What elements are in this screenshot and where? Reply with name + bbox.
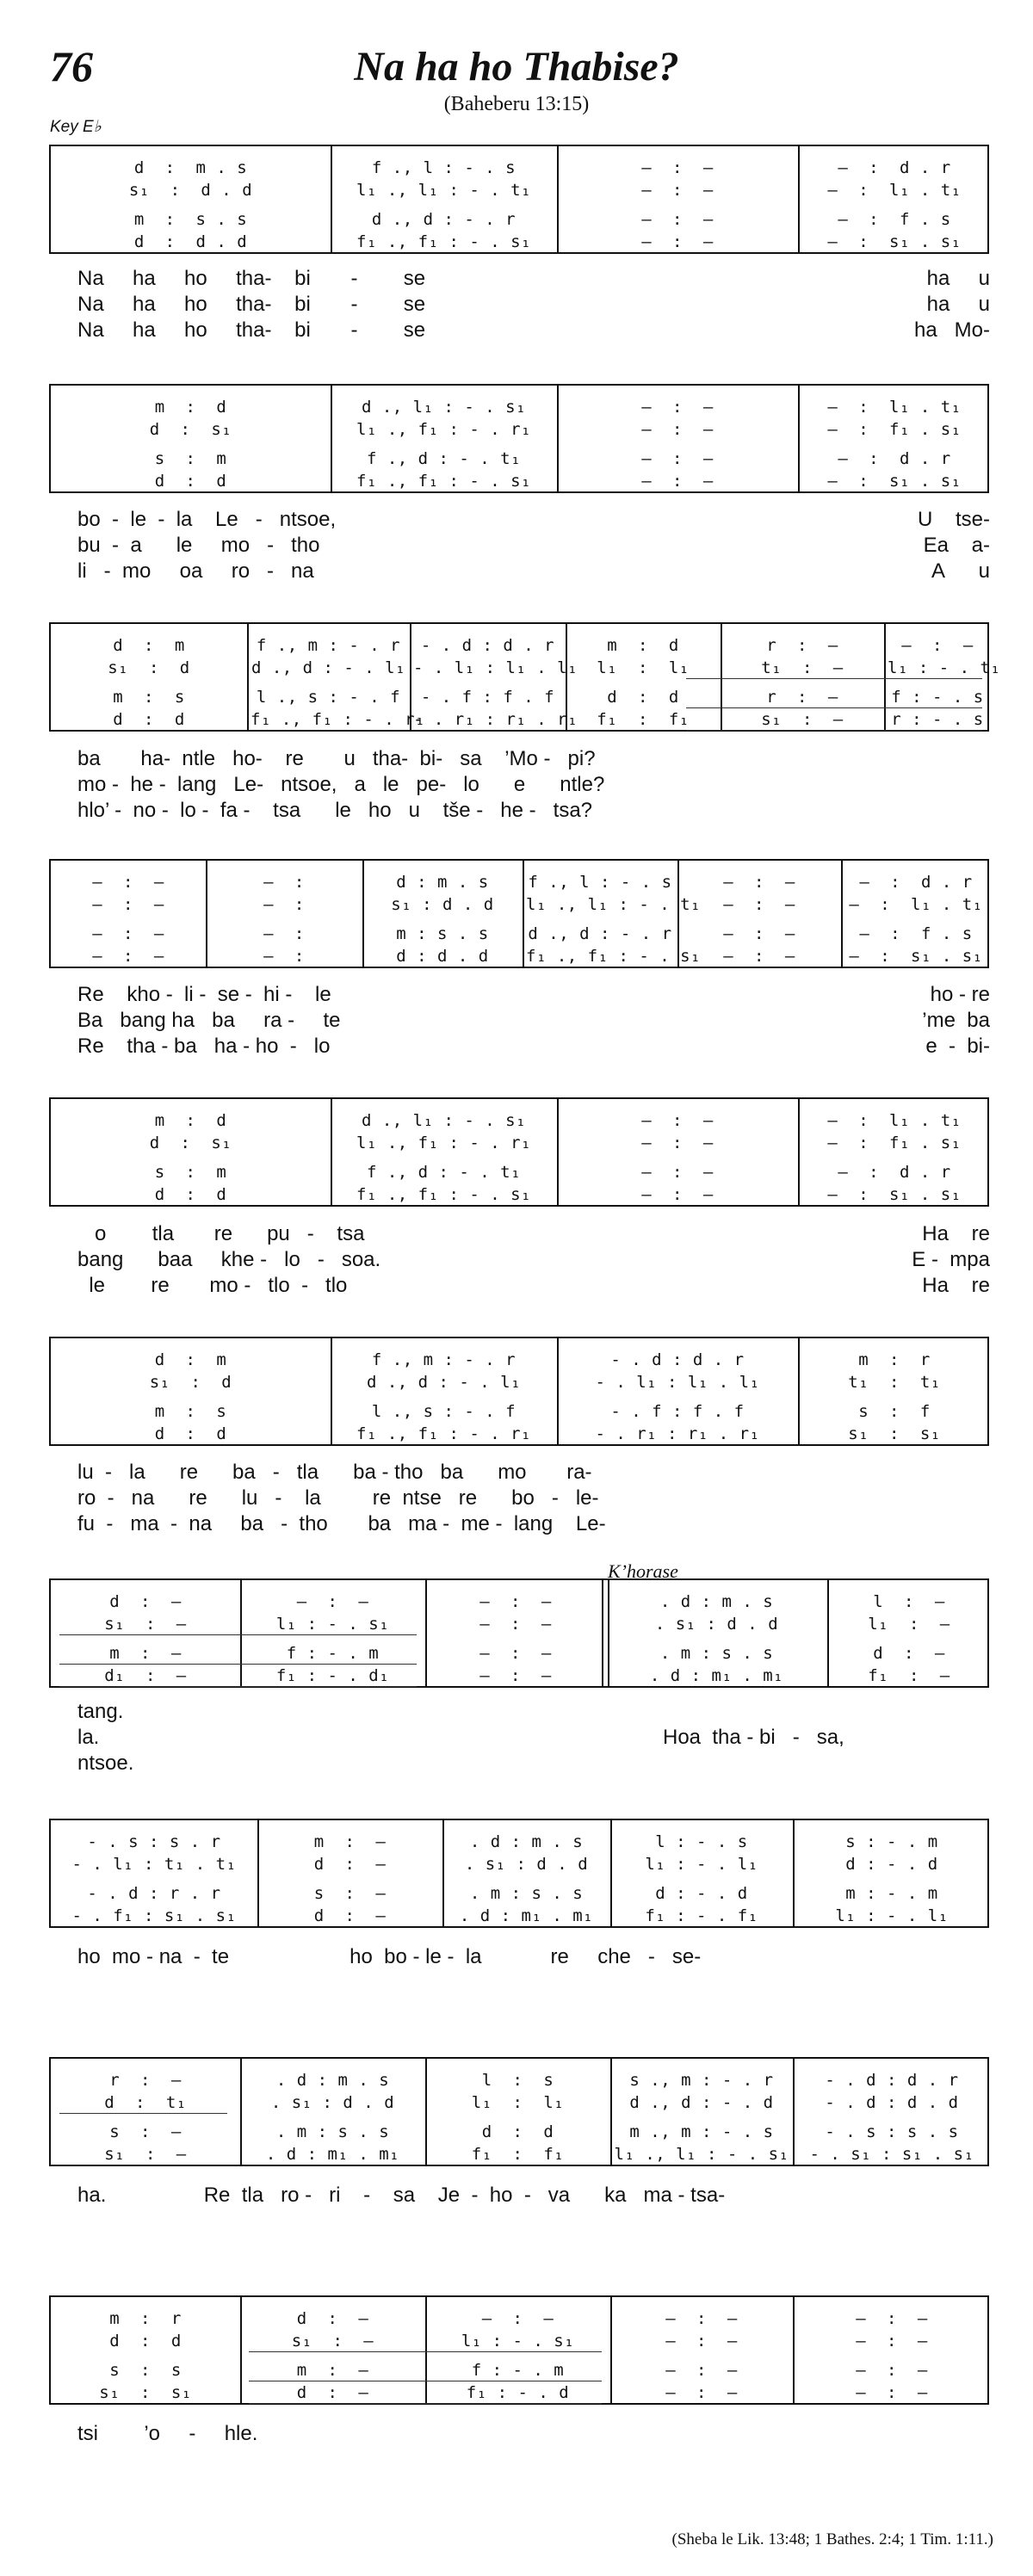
tie-line	[59, 1664, 417, 1665]
double-barline	[602, 1580, 609, 1686]
solfa-cell: d ., l₁ : - . s₁	[361, 1111, 527, 1130]
lyric-line: hlo’ - no - lo - fa - tsa le ho u tše - he - tsa?	[77, 799, 593, 822]
barline	[793, 1820, 795, 1926]
tie-line	[59, 1634, 417, 1635]
solfa-cell: l₁ : - . l₁	[835, 1906, 949, 1925]
lyric-line: le re mo - tlo - tlo	[77, 1274, 348, 1297]
solfa-cell: d : —	[296, 2383, 369, 2402]
lyric-line: tang.	[77, 1700, 124, 1723]
solfa-cell: — : —	[856, 2309, 928, 2328]
solfa-cell: . d : m₁ . m₁	[265, 2145, 400, 2164]
barline	[884, 624, 886, 730]
lyric-line: ba ha- ntle ho- re u tha- bi- sa ’Mo - pi?	[77, 747, 596, 770]
solfa-cell: — :	[263, 873, 305, 892]
solfa-cell: d : m	[154, 1350, 227, 1369]
barline	[557, 1099, 559, 1205]
lyric-line-end: Ha re	[922, 1274, 990, 1297]
barline	[240, 2297, 242, 2403]
solfa-cell: - . d : d . r	[825, 2071, 959, 2090]
solfa-cell: r : —	[766, 688, 838, 707]
music-system	[49, 622, 1001, 732]
solfa-cell: l₁ ., f₁ : - . r₁	[356, 1134, 531, 1152]
solfa-cell: l₁ ., l₁ : - . t₁	[356, 181, 531, 200]
solfa-cell: l₁ ., f₁ : - . r₁	[356, 420, 531, 439]
lyric-line-end: ha u	[926, 267, 990, 290]
solfa-cell: — : —	[641, 449, 714, 468]
solfa-cell: d : d	[109, 2332, 182, 2351]
solfa-cell: — : —	[479, 1666, 552, 1685]
solfa-cell: - . r₁ : r₁ . r₁	[595, 1424, 760, 1443]
lyric-line-end: Ha re	[922, 1222, 990, 1245]
lyric-line-end: U tse-	[917, 508, 990, 531]
solfa-cell: s ., m : - . r	[629, 2071, 774, 2090]
solfa-cell: s₁ : —	[104, 2145, 187, 2164]
solfa-cell: f₁ ., f₁ : - . s₁	[526, 947, 701, 966]
solfa-cell: d : m . s	[133, 158, 248, 177]
solfa-cell: l₁ ., l₁ : - . t₁	[526, 895, 701, 914]
chorus-label: K’horase	[608, 1560, 678, 1582]
solfa-cell: d : m . s	[396, 873, 489, 892]
barline	[798, 1099, 800, 1205]
solfa-cell: — : —	[641, 1111, 714, 1130]
solfa-cell: d : - . d	[845, 1855, 938, 1874]
barline	[557, 1338, 559, 1444]
solfa-cell: . d : m . s	[469, 1832, 584, 1851]
tie-line	[686, 678, 982, 679]
lyric-line: ro - na re lu - la re ntse re bo - le-	[77, 1486, 599, 1510]
lyric-line: tsi ’o - hle.	[77, 2422, 258, 2445]
solfa-cell: — : —	[856, 2383, 928, 2402]
solfa-cell: f : - . m	[286, 1644, 380, 1663]
solfa-cell: - . l₁ : l₁ . l₁	[413, 658, 578, 677]
solfa-cell: l : - . s	[655, 1832, 748, 1851]
solfa-cell: f₁ : - . d₁	[275, 1666, 390, 1685]
solfa-cell: m : s . s	[133, 210, 248, 229]
solfa-cell: d : d	[154, 1424, 227, 1443]
solfa-cell: m : —	[313, 1832, 387, 1851]
solfa-cell: d : —	[109, 1592, 182, 1611]
solfa-cell: s₁ : s₁	[848, 1424, 941, 1443]
lyric-line: Na ha ho tha- bi - se	[77, 293, 426, 316]
solfa-cell: — : l₁ . t₁	[827, 1111, 962, 1130]
barline	[841, 861, 843, 967]
solfa-cell: — : —	[901, 636, 974, 655]
solfa-cell: s : m	[154, 449, 227, 468]
solfa-cell: d ., d : - . l₁	[366, 1373, 522, 1392]
solfa-cell: l₁ : l₁	[597, 658, 690, 677]
barline	[331, 1338, 332, 1444]
barline	[793, 2059, 795, 2165]
solfa-cell: — : s₁ . s₁	[849, 947, 983, 966]
solfa-cell: — : f . s	[859, 924, 973, 943]
solfa-cell: d : —	[313, 1906, 387, 1925]
lyric-line-end: ha u	[926, 293, 990, 316]
solfa-cell: l : —	[873, 1592, 945, 1611]
barline	[557, 146, 559, 252]
solfa-cell: — : l₁ . t₁	[827, 398, 962, 417]
barline	[610, 2059, 612, 2165]
lyric-line-end: E - mpa	[912, 1248, 990, 1271]
solfa-cell: — : —	[723, 924, 795, 943]
barline	[793, 2297, 795, 2403]
solfa-cell: d : m	[113, 636, 185, 655]
lyric-line-end: ’me ba	[922, 1009, 990, 1032]
barline	[331, 1099, 332, 1205]
solfa-cell: m : d	[154, 398, 227, 417]
solfa-cell: — : —	[92, 947, 164, 966]
solfa-cell: — : —	[479, 1644, 552, 1663]
solfa-cell: f ., m : - . r	[371, 1350, 516, 1369]
solfa-cell: — : —	[723, 873, 795, 892]
solfa-cell: - . f₁ : s₁ . s₁	[71, 1906, 237, 1925]
solfa-cell: l ., s : - . f	[371, 1402, 516, 1421]
solfa-cell: d : d	[607, 688, 679, 707]
lyric-line: bang baa khe - lo - soa.	[77, 1248, 381, 1271]
solfa-cell: s₁ : —	[104, 1615, 187, 1634]
solfa-cell: f ., d : - . t₁	[366, 1163, 522, 1182]
barline	[206, 861, 207, 967]
solfa-cell: — : d . r	[838, 449, 951, 468]
lyric-line-end: e - bi-	[925, 1035, 990, 1058]
barline	[240, 1580, 242, 1686]
barline	[425, 2297, 427, 2403]
solfa-cell: — :	[263, 895, 305, 914]
solfa-cell: s₁ : —	[761, 710, 844, 729]
solfa-cell: — : —	[479, 1592, 552, 1611]
solfa-cell: - . d : r . r	[87, 1884, 221, 1903]
lyric-line: Re kho - li - se - hi - le	[77, 983, 331, 1006]
solfa-cell: d : s₁	[149, 420, 232, 439]
solfa-cell: — : —	[665, 2361, 738, 2380]
solfa-cell: l₁ : - . s₁	[275, 1615, 390, 1634]
lyric-line: fu - ma - na ba - tho ba ma - me - lang Le-	[77, 1512, 606, 1535]
tie-line	[686, 707, 982, 708]
lyric-line: o tla re pu - tsa	[77, 1222, 365, 1245]
music-system	[49, 1337, 989, 1446]
solfa-cell: d : s₁	[149, 1134, 232, 1152]
tie-line	[59, 1686, 417, 1687]
solfa-cell: - . f : f . f	[610, 1402, 745, 1421]
solfa-cell: . d : m . s	[275, 2071, 390, 2090]
lyric-line: bo - le - la Le - ntsoe,	[77, 508, 337, 531]
solfa-cell: — : f . s	[838, 210, 951, 229]
barline	[721, 624, 722, 730]
lyric-line: Re tha - ba ha - ho - lo	[77, 1035, 331, 1058]
lyric-line-end: A u	[931, 559, 990, 583]
solfa-cell: l₁ : - . t₁	[888, 658, 1001, 677]
solfa-cell: r : —	[109, 2071, 182, 2090]
solfa-cell: m : s	[113, 688, 185, 707]
lyric-line-end: ha Mo-	[913, 318, 990, 342]
solfa-cell: — : —	[641, 472, 714, 491]
lyric-line-end: Ea a-	[923, 534, 990, 557]
solfa-cell: — : —	[641, 181, 714, 200]
solfa-cell: . d : m₁ . m₁	[459, 1906, 594, 1925]
solfa-cell: - . l₁ : l₁ . l₁	[595, 1373, 760, 1392]
solfa-cell: s : - . m	[845, 1832, 938, 1851]
solfa-cell: d₁ : —	[104, 1666, 187, 1685]
solfa-cell: — : —	[665, 2383, 738, 2402]
barline	[442, 1820, 444, 1926]
barline	[610, 1820, 612, 1926]
solfa-cell: r : - . s	[891, 710, 984, 729]
solfa-cell: f ., l : - . s	[371, 158, 516, 177]
solfa-cell: - . l₁ : t₁ . t₁	[71, 1855, 237, 1874]
lyric-line-end: ho - re	[930, 983, 990, 1006]
solfa-cell: f₁ ., f₁ : - . s₁	[356, 232, 531, 251]
solfa-cell: — : —	[641, 1163, 714, 1182]
solfa-cell: — : —	[92, 924, 164, 943]
solfa-cell: — : f₁ . s₁	[827, 420, 962, 439]
solfa-cell: d ., d : - . r	[528, 924, 672, 943]
solfa-cell: s : f	[858, 1402, 931, 1421]
solfa-cell: f₁ ., f₁ : - . r₁	[251, 710, 425, 729]
solfa-cell: d : d	[154, 1185, 227, 1204]
solfa-cell: . m : s . s	[659, 1644, 774, 1663]
solfa-cell: — : —	[723, 947, 795, 966]
hymn-title: Na ha ho Thabise?	[354, 44, 679, 90]
solfa-cell: — : s₁ . s₁	[827, 232, 962, 251]
solfa-cell: s : m	[154, 1163, 227, 1182]
solfa-cell: l₁ ., l₁ : - . s₁	[614, 2145, 789, 2164]
solfa-cell: f₁ : - . f₁	[645, 1906, 758, 1925]
lyric-line: bu - a le mo - tho	[77, 534, 320, 557]
solfa-cell: — : f₁ . s₁	[827, 1134, 962, 1152]
solfa-cell: s₁ : —	[291, 2332, 374, 2351]
music-system	[49, 1578, 989, 1688]
tie-line	[249, 2351, 602, 2352]
solfa-cell: — : —	[665, 2309, 738, 2328]
solfa-cell: l ., s : - . f	[256, 688, 401, 707]
lyric-line: Na ha ho tha- bi - se	[77, 267, 426, 290]
barline	[610, 2297, 612, 2403]
barline	[331, 386, 332, 491]
solfa-cell: d : d . d	[133, 232, 248, 251]
solfa-cell: — : —	[641, 1134, 714, 1152]
music-system	[49, 1097, 989, 1207]
music-system	[49, 145, 989, 254]
solfa-cell: — : —	[641, 210, 714, 229]
solfa-cell: — : —	[479, 1615, 552, 1634]
solfa-cell: f ., d : - . t₁	[366, 449, 522, 468]
solfa-cell: . s₁ : d . d	[464, 1855, 589, 1874]
solfa-cell: s₁ : s₁	[99, 2383, 192, 2402]
solfa-cell: - . d : d . r	[610, 1350, 745, 1369]
solfa-cell: — : d . r	[838, 1163, 951, 1182]
solfa-cell: d : d	[154, 472, 227, 491]
solfa-cell: t₁ : t₁	[848, 1373, 941, 1392]
solfa-cell: f₁ : f₁	[597, 710, 690, 729]
solfa-cell: — :	[263, 924, 305, 943]
solfa-cell: f₁ ., f₁ : - . s₁	[356, 472, 531, 491]
solfa-cell: — : —	[92, 895, 164, 914]
solfa-cell: f : - . s	[891, 688, 984, 707]
barline	[331, 146, 332, 252]
solfa-cell: s₁ : d	[108, 658, 190, 677]
scripture-reference: (Baheberu 13:15)	[443, 93, 590, 115]
solfa-cell: . m : s . s	[469, 1884, 584, 1903]
solfa-cell: d : —	[873, 1644, 945, 1663]
solfa-cell: - . f : f . f	[420, 688, 555, 707]
solfa-cell: — : —	[665, 2332, 738, 2351]
barline	[523, 861, 524, 967]
solfa-cell: - . r₁ : r₁ . r₁	[413, 710, 578, 729]
barline	[425, 2059, 427, 2165]
solfa-cell: — : —	[641, 158, 714, 177]
solfa-cell: d : —	[296, 2309, 369, 2328]
music-system	[49, 384, 989, 493]
page-number: 76	[50, 42, 93, 90]
tie-line	[249, 2403, 602, 2404]
solfa-cell: f ., l : - . s	[528, 873, 672, 892]
lyric-line: Ba bang ha ba ra - te	[77, 1009, 341, 1032]
solfa-cell: . d : m₁ . m₁	[649, 1666, 784, 1685]
solfa-cell: — : —	[92, 873, 164, 892]
solfa-cell: m : d	[154, 1111, 227, 1130]
solfa-cell: - . d : d . r	[420, 636, 555, 655]
solfa-cell: d : —	[313, 1855, 387, 1874]
lyric-line: li - mo oa ro - na	[77, 559, 314, 583]
solfa-cell: m : d	[607, 636, 679, 655]
solfa-cell: d : d	[113, 710, 185, 729]
lyric-line: lu - la re ba - tla ba - tho ba mo ra-	[77, 1461, 592, 1484]
solfa-cell: s : —	[313, 1884, 387, 1903]
solfa-cell: d ., l₁ : - . s₁	[361, 398, 527, 417]
solfa-cell: r : —	[766, 636, 838, 655]
solfa-cell: — : —	[641, 232, 714, 251]
solfa-cell: m ., m : - . s	[629, 2122, 774, 2141]
solfa-cell: — : l₁ . t₁	[849, 895, 983, 914]
tie-line	[686, 730, 982, 731]
solfa-cell: f₁ : —	[868, 1666, 950, 1685]
solfa-cell: — : l₁ . t₁	[827, 181, 962, 200]
solfa-cell: — : —	[296, 1592, 369, 1611]
lyric-line: ha. Re tla ro - ri - sa Je - ho - va ka ma - tsa-	[77, 2184, 726, 2207]
solfa-cell: l₁ : - . l₁	[645, 1855, 758, 1874]
footer-references: (Sheba le Lik. 13:48; 1 Bathes. 2:4; 1 Tim. 1:11.)	[671, 2530, 993, 2548]
solfa-cell: — : s₁ . s₁	[827, 472, 962, 491]
barline	[247, 624, 249, 730]
barline	[362, 861, 364, 967]
solfa-cell: — : —	[723, 895, 795, 914]
solfa-cell: . s₁ : d . d	[654, 1615, 779, 1634]
solfa-cell: — : s₁ . s₁	[827, 1185, 962, 1204]
solfa-cell: s₁ : d . d	[391, 895, 494, 914]
barline	[798, 146, 800, 252]
solfa-cell: d : t₁	[104, 2093, 187, 2112]
solfa-cell: m : —	[296, 2361, 369, 2380]
solfa-cell: f ., m : - . r	[256, 636, 401, 655]
solfa-cell: — : —	[641, 1185, 714, 1204]
solfa-cell: d ., d : - . d	[629, 2093, 774, 2112]
solfa-cell: m : - . m	[845, 1884, 938, 1903]
key-signature: Key E♭	[50, 118, 102, 136]
solfa-cell: d ., d : - . r	[371, 210, 516, 229]
solfa-cell: — : —	[641, 420, 714, 439]
solfa-cell: d : d . d	[396, 947, 489, 966]
solfa-cell: m : —	[109, 1644, 182, 1663]
solfa-cell: l₁ : —	[868, 1615, 950, 1634]
solfa-cell: . s₁ : d . d	[270, 2093, 395, 2112]
barline	[425, 1580, 427, 1686]
solfa-cell: m : r	[109, 2309, 182, 2328]
music-system	[49, 2057, 989, 2166]
lyric-line: ntsoe.	[77, 1751, 134, 1775]
lyric-line: mo - he - lang Le- ntsoe, a le pe- lo e ntle?	[77, 773, 605, 796]
solfa-cell: — : d . r	[838, 158, 951, 177]
tie-line	[59, 2113, 227, 2114]
solfa-cell: — :	[263, 947, 305, 966]
solfa-cell: — : —	[856, 2361, 928, 2380]
solfa-cell: m : s . s	[396, 924, 489, 943]
solfa-cell: s₁ : d . d	[128, 181, 253, 200]
solfa-cell: - . s : s . r	[87, 1832, 221, 1851]
lyric-line: la.	[77, 1726, 100, 1749]
solfa-cell: . d : m . s	[659, 1592, 774, 1611]
solfa-cell: m : s	[154, 1402, 227, 1421]
solfa-cell: - . s : s . s	[825, 2122, 959, 2141]
music-system	[49, 1819, 989, 1928]
solfa-cell: s₁ : d	[149, 1373, 232, 1392]
solfa-cell: s : s	[109, 2361, 182, 2380]
solfa-cell: l₁ : l₁	[471, 2093, 565, 2112]
solfa-cell: m : r	[858, 1350, 931, 1369]
barline	[257, 1820, 259, 1926]
solfa-cell: — : —	[481, 2309, 554, 2328]
lyric-line-end: Hoa tha - bi - sa,	[663, 1726, 844, 1749]
solfa-cell: s : —	[109, 2122, 182, 2141]
solfa-cell: f₁ ., f₁ : - . s₁	[356, 1185, 531, 1204]
solfa-cell: f₁ : - . d	[466, 2383, 570, 2402]
barline	[798, 386, 800, 491]
solfa-cell: — : —	[856, 2332, 928, 2351]
solfa-cell: f₁ ., f₁ : - . r₁	[356, 1424, 531, 1443]
barline	[240, 2059, 242, 2165]
solfa-cell: — : —	[641, 398, 714, 417]
solfa-cell: l₁ : - . s₁	[461, 2332, 575, 2351]
music-system	[49, 2295, 989, 2405]
lyric-line: Na ha ho tha- bi - se	[77, 318, 426, 342]
solfa-cell: l : s	[481, 2071, 554, 2090]
solfa-cell: f₁ : f₁	[471, 2145, 565, 2164]
barline	[827, 1580, 829, 1686]
solfa-cell: — : d . r	[859, 873, 973, 892]
solfa-cell: d : d	[481, 2122, 554, 2141]
solfa-cell: - . d : d . d	[825, 2093, 959, 2112]
barline	[798, 1338, 800, 1444]
solfa-cell: t₁ : —	[761, 658, 844, 677]
solfa-cell: d ., d : - . l₁	[251, 658, 406, 677]
solfa-cell: - . s₁ : s₁ . s₁	[809, 2145, 974, 2164]
music-system	[49, 859, 989, 968]
solfa-cell: . m : s . s	[275, 2122, 390, 2141]
solfa-cell: d : - . d	[655, 1884, 748, 1903]
lyric-line: ho mo - na - te ho bo - le - la re che - se-	[77, 1945, 702, 1968]
solfa-cell: f : - . m	[471, 2361, 565, 2380]
barline	[557, 386, 559, 491]
